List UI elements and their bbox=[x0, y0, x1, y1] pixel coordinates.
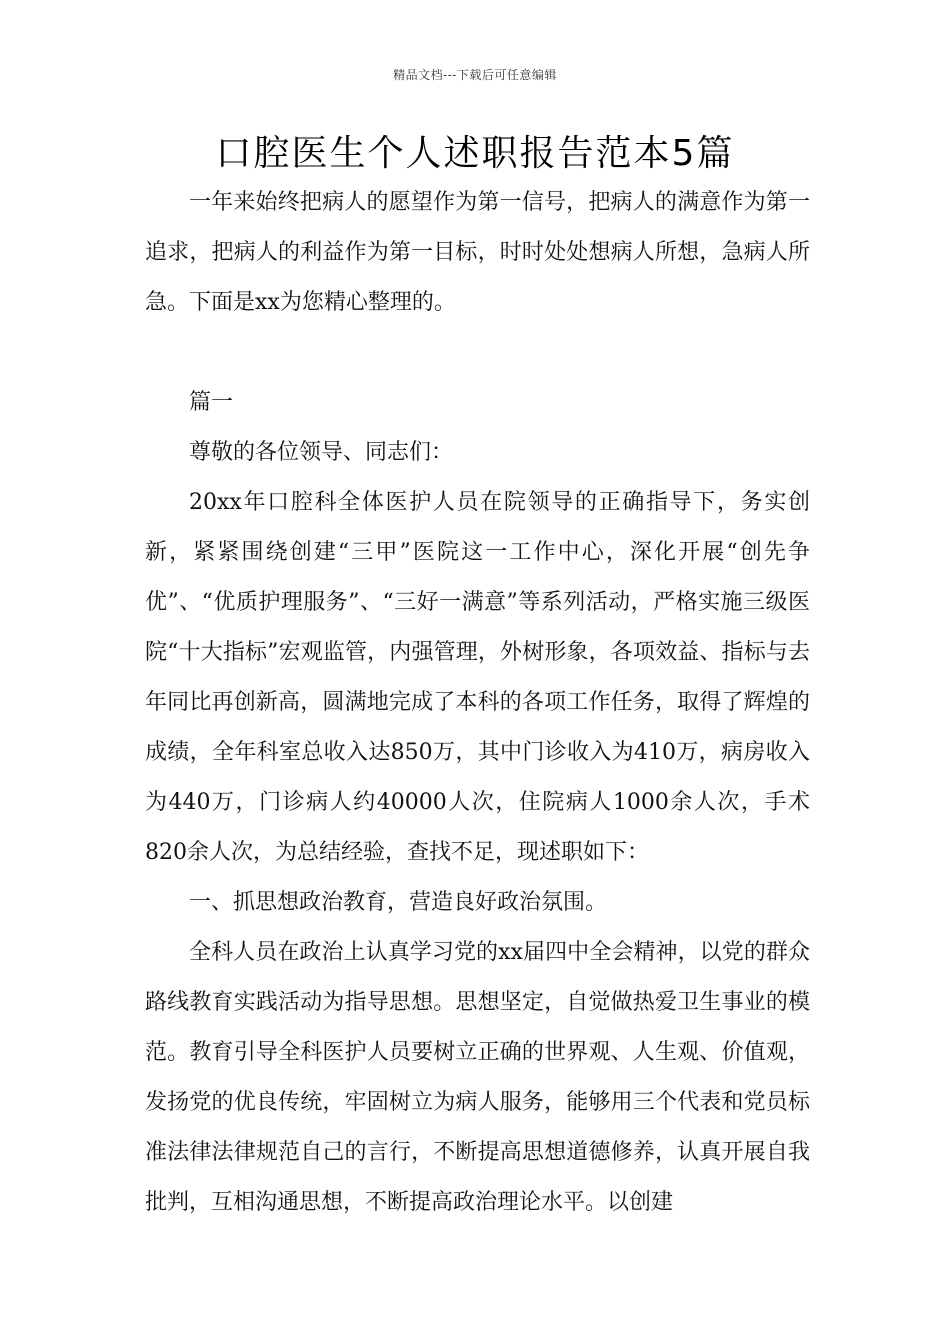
section-label: 篇一 bbox=[189, 390, 234, 415]
body-paragraph-1: 20xx年口腔科全体医护人员在院领导的正确指导下，务实创新，紧紧围绕创建“三甲”医院这一工作中心，深化开展“创先争优”、“优质护理服务”、“三好一满意”等系列活动，严格实施三级医院“十大指标”宏观监管，内强管理，外树形象，各项效益、指标与去年同比再创新高，圆满地完成了本科的各项工作任务，取得了辉煌的成绩，全年科室总收入达850万，其中门诊收入为410万，病房收入为440万，门诊病人约40000人次，住院病人1000余人次，手术820余人次，为总结经验，查找不足，现述职如下： bbox=[145, 490, 811, 865]
greeting: 尊敬的各位领导、同志们： bbox=[189, 440, 454, 465]
intro-paragraph: 一年来始终把病人的愿望作为第一信号，把病人的满意作为第一追求，把病人的利益作为第一目标，时时处处想病人所想，急病人所急。下面是xx为您精心整理的。 bbox=[145, 190, 810, 315]
paragraph-gap bbox=[145, 328, 810, 378]
document-title: 口腔医生个人述职报告范本5篇 bbox=[215, 133, 735, 174]
header-note: 精品文档---下载后可任意编辑 bbox=[393, 68, 557, 82]
section-heading-1: 一、抓思想政治教育，营造良好政治氛围。 bbox=[189, 890, 608, 915]
document-body bbox=[145, 178, 810, 1228]
body-paragraph-2: 全科人员在政治上认真学习党的xx届四中全会精神，以党的群众路线教育实践活动为指导思想。思想坚定，自觉做热爱卫生事业的模范。教育引导全科医护人员要树立正确的世界观、人生观、价值观，发扬党的优良传统，牢固树立为病人服务，能够用三个代表和党员标准法律法律规范自己的言行，不断提高思想道德修养，认真开展自我批判，互相沟通思想，不断提高政治理论水平。以创建 bbox=[145, 940, 810, 1215]
